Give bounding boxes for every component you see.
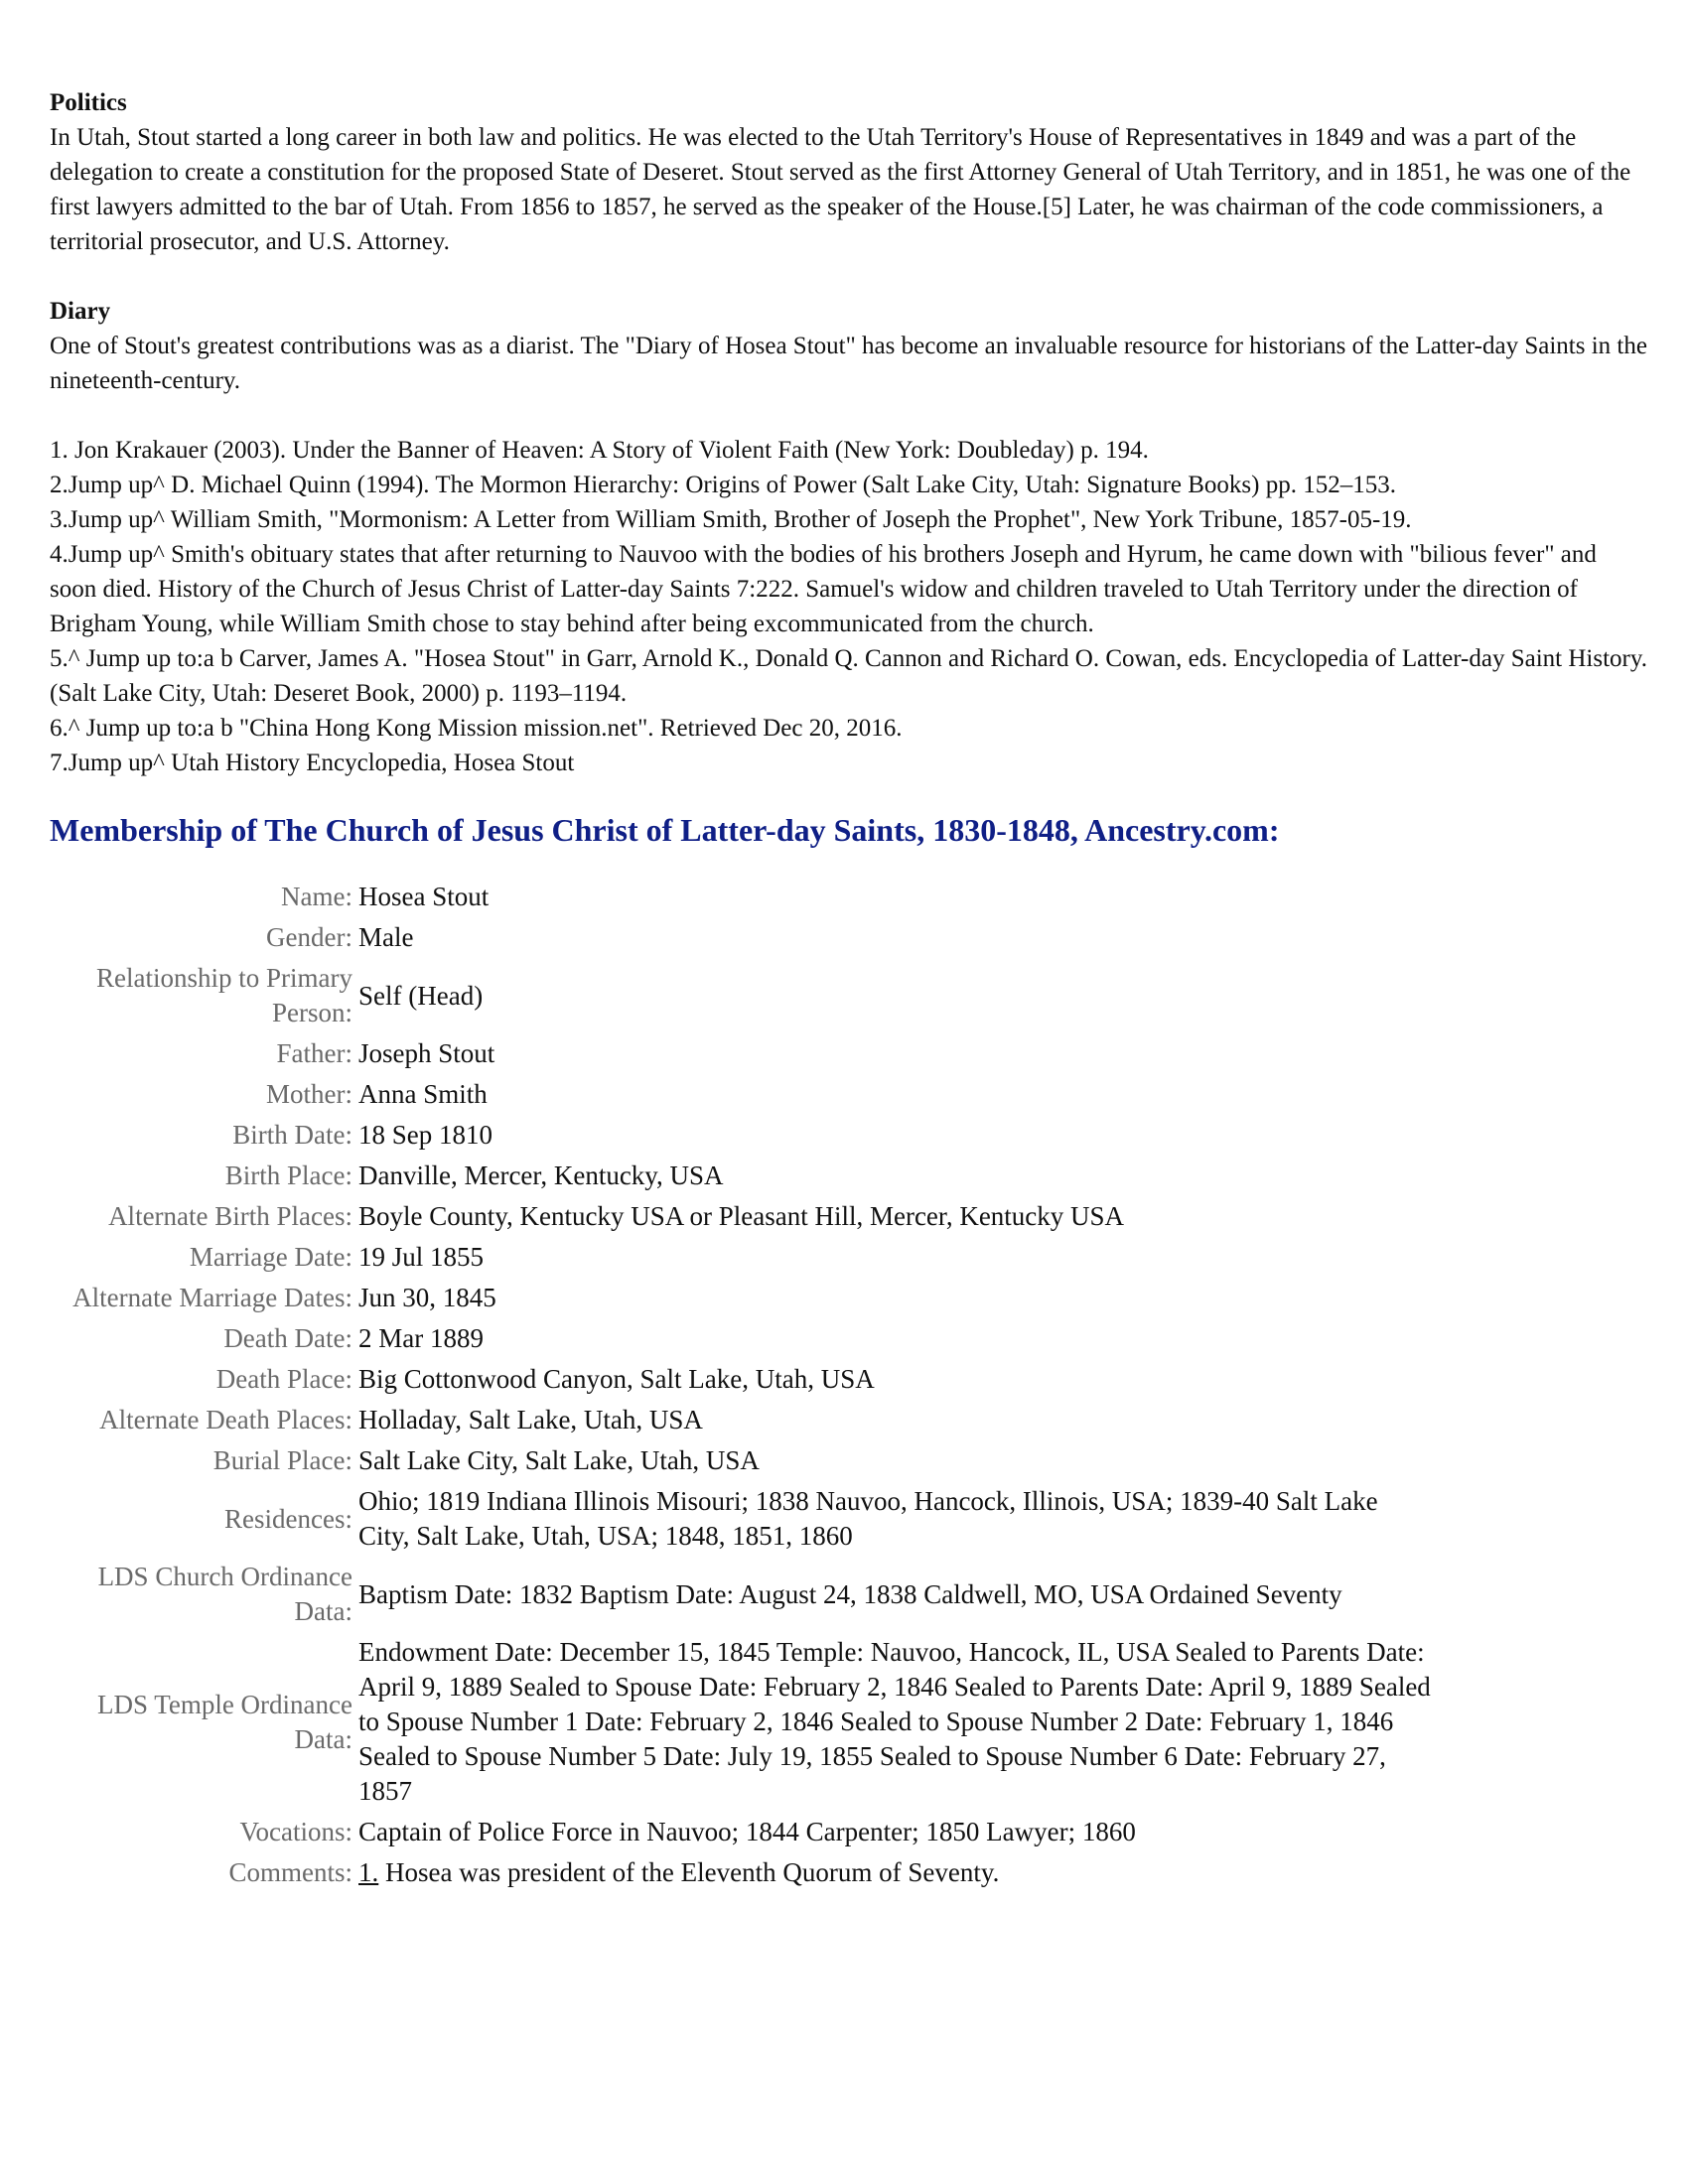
- record-field-label: LDS Temple Ordinance Data:: [96, 1689, 352, 1754]
- politics-heading: Politics: [50, 89, 127, 116]
- record-row: [50, 1484, 1451, 1554]
- record-field-label: Comments:: [228, 1857, 352, 1887]
- record-field-label: LDS Church Ordinance Data:: [97, 1562, 352, 1626]
- record-field-label: Birth Place:: [224, 1160, 352, 1190]
- ancestry-record-table: [50, 874, 1451, 1896]
- record-field-value: 19 Jul 1855: [358, 1242, 485, 1272]
- record-row: [50, 1635, 1451, 1809]
- record-row: [50, 1118, 1451, 1153]
- record-field-label: Burial Place:: [212, 1445, 352, 1475]
- record-row: [50, 1443, 1451, 1478]
- ancestry-record-title: Membership of The Church of Jesus Christ of Latter-day Saints, 1830-1848, Ancestry.com:: [50, 812, 1280, 848]
- record-field-label: Death Date:: [223, 1323, 352, 1353]
- record-row: [50, 961, 1451, 1030]
- record-row-comments: [50, 1855, 1451, 1890]
- record-field-value: 18 Sep 1810: [358, 1120, 492, 1150]
- record-row: [50, 1159, 1451, 1193]
- record-row: [50, 1362, 1451, 1397]
- record-field-value: Anna Smith: [358, 1079, 488, 1109]
- reference-item: 6.^ Jump up to:a b "China Hong Kong Mission mission.net". Retrieved Dec 20, 2016.: [50, 715, 903, 742]
- record-field-value: Big Cottonwood Canyon, Salt Lake, Utah, USA: [358, 1364, 875, 1394]
- record-field-label: Gender:: [266, 922, 352, 952]
- record-row: [50, 1036, 1451, 1071]
- record-field-label: Residences:: [224, 1503, 352, 1534]
- record-field-label: Relationship to Primary Person:: [96, 963, 352, 1027]
- record-field-value: Male: [358, 922, 414, 952]
- record-field-label: Vocations:: [239, 1817, 352, 1846]
- record-row: [50, 1321, 1451, 1356]
- record-field-value: 2 Mar 1889: [358, 1323, 484, 1353]
- record-field-label: Name:: [281, 882, 352, 911]
- record-row: [50, 1403, 1451, 1437]
- record-field-value: [358, 1855, 1451, 1890]
- record-field-value: Holladay, Salt Lake, Utah, USA: [358, 1405, 703, 1434]
- record-field-value: Danville, Mercer, Kentucky, USA: [358, 1160, 724, 1190]
- record-field-label: Alternate Birth Places:: [108, 1201, 352, 1231]
- record-field-value: Baptism Date: 1832 Baptism Date: August 24, 1838 Caldwell, MO, USA Ordained Seventy: [358, 1578, 1342, 1609]
- record-field-label: Birth Date:: [232, 1120, 352, 1150]
- record-field-value: Hosea Stout: [358, 882, 490, 911]
- record-row: [50, 1560, 1451, 1629]
- record-row: [50, 1240, 1451, 1275]
- reference-item: 1. Jon Krakauer (2003). Under the Banner of Heaven: A Story of Violent Faith (New York: Doubleday) p. 194.: [50, 437, 1149, 464]
- record-row: [50, 920, 1451, 955]
- record-field-label: Marriage Date:: [189, 1242, 352, 1272]
- record-field-label: Alternate Marriage Dates:: [72, 1283, 352, 1312]
- reference-item: 7.Jump up^ Utah History Encyclopedia, Hosea Stout: [50, 750, 575, 776]
- reference-item: 4.Jump up^ Smith's obituary states that after returning to Nauvoo with the bodies of his brothers Joseph and Hyrum, he came down with "bilious fever" and soon died. History of the Church of Jesus Christ of Latter-day Saints 7:222. Samuel's widow and children traveled to Utah Territory under the direction of Brigham Young, while William Smith chose to stay behind after being excommunicated from the church.: [50, 541, 1597, 637]
- record-field-label: Death Place:: [215, 1364, 352, 1394]
- politics-paragraph: In Utah, Stout started a long career in both law and politics. He was elected to the Utah Territory's House of Representatives in 1849 and was a part of the delegation to create a constitution for the proposed State of Deseret. Stout served as the first Attorney General of Utah Territory, and in 1851, he was one of the first lawyers admitted to the bar of Utah. From 1856 to 1857, he served as the speaker of the House.[5] Later, he was chairman of the code commissioners, a territorial prosecutor, and U.S. Attorney.: [50, 124, 1631, 255]
- diary-heading: Diary: [50, 298, 111, 325]
- comment-text: Hosea was president of the Eleventh Quorum of Seventy.: [385, 1857, 1000, 1887]
- record-field-value: Self (Head): [358, 980, 484, 1011]
- record-row: [50, 1281, 1451, 1315]
- reference-item: 5.^ Jump up to:a b Carver, James A. "Hosea Stout" in Garr, Arnold K., Donald Q. Cannon and Richard O. Cowan, eds. Encyclopedia of Latter-day Saint History. (Salt Lake City, Utah: Deseret Book, 2000) p. 1193–1194.: [50, 645, 1647, 707]
- record-row: [50, 880, 1451, 914]
- record-field-value: Jun 30, 1845: [358, 1283, 496, 1312]
- record-field-label: Alternate Death Places:: [99, 1405, 352, 1434]
- record-field-label: Father:: [276, 1038, 352, 1068]
- record-field-value: Ohio; 1819 Indiana Illinois Misouri; 1838 Nauvoo, Hancock, Illinois, USA; 1839-40 Salt Lake City, Salt Lake, Utah, USA; 1848, 1851, 1860: [358, 1486, 1378, 1551]
- record-field-value: Joseph Stout: [358, 1038, 495, 1068]
- comment-link[interactable]: 1.: [358, 1857, 379, 1887]
- record-row: [50, 1815, 1451, 1849]
- record-field-label: Mother:: [266, 1079, 352, 1109]
- reference-item: 2.Jump up^ D. Michael Quinn (1994). The Mormon Hierarchy: Origins of Power (Salt Lake City, Utah: Signature Books) pp. 152–153.: [50, 472, 1396, 498]
- record-field-value: Captain of Police Force in Nauvoo; 1844 Carpenter; 1850 Lawyer; 1860: [358, 1817, 1136, 1846]
- record-field-value: Boyle County, Kentucky USA or Pleasant Hill, Mercer, Kentucky USA: [358, 1201, 1125, 1231]
- reference-item: 3.Jump up^ William Smith, "Mormonism: A Letter from William Smith, Brother of Joseph the Prophet", New York Tribune, 1857-05-19.: [50, 506, 1412, 533]
- record-field-value: Endowment Date: December 15, 1845 Temple: Nauvoo, Hancock, IL, USA Sealed to Parents Date: April 9, 1889 Sealed to Spouse Date: February 2, 1846 Sealed to Parents Date: April 9, 1889 Sealed to Spouse Number 1 Date: February 2, 1846 Sealed to Spouse Number 2 Date: February 1, 1846 Sealed to Spouse Number 5 Date: July 19, 1855 Sealed to Spouse Number 6 Date: February 27, 1857: [358, 1637, 1431, 1806]
- document-page: [50, 85, 1648, 1896]
- record-row: [50, 1199, 1451, 1234]
- record-field-value: Salt Lake City, Salt Lake, Utah, USA: [358, 1445, 760, 1475]
- record-row: [50, 1077, 1451, 1112]
- references-list: [50, 433, 1648, 780]
- diary-paragraph: One of Stout's greatest contributions was as a diarist. The "Diary of Hosea Stout" has become an invaluable resource for historians of the Latter-day Saints in the nineteenth-century.: [50, 333, 1647, 394]
